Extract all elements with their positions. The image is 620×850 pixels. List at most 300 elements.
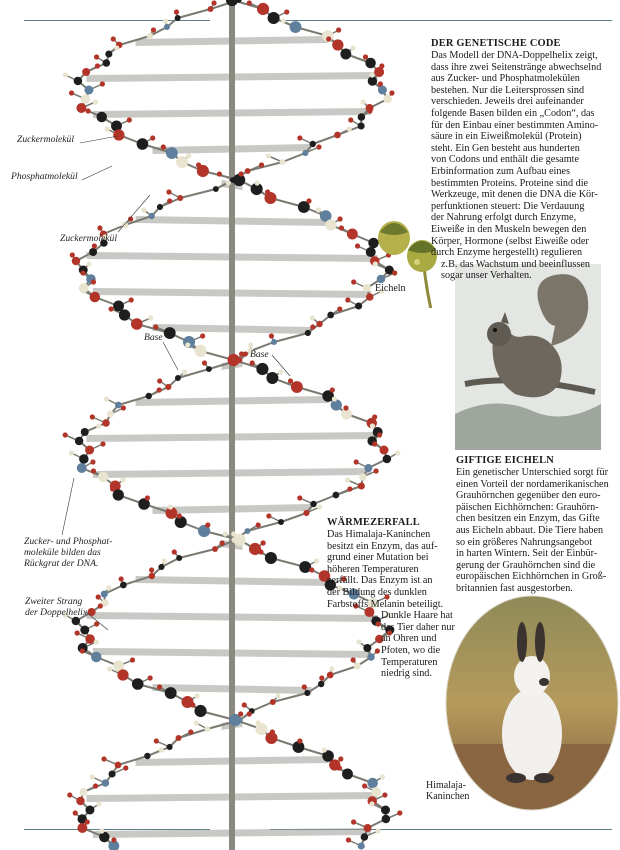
side-atom xyxy=(338,756,343,761)
backbone-bond xyxy=(282,153,305,162)
backbone-atom xyxy=(304,690,310,696)
backbone-atom xyxy=(361,833,369,841)
text-line: zerfällt. Das Enzym ist an xyxy=(327,575,433,587)
backbone-atom xyxy=(115,762,122,769)
side-atom xyxy=(219,540,224,545)
label-zweiter-strang: Zweiter Strang der Doppelhelix xyxy=(25,596,88,618)
text-line: bestehen. Nur die Leitersprossen sind xyxy=(431,84,585,96)
backbone-atom xyxy=(137,138,149,150)
kaninchen-caption: Himalaja- Kaninchen xyxy=(426,780,470,803)
side-atom xyxy=(369,801,374,806)
backbone-atom xyxy=(72,257,80,265)
label-base-2: Base xyxy=(250,349,269,360)
side-atom xyxy=(91,279,96,284)
side-atom xyxy=(188,729,193,734)
backbone-atom xyxy=(378,86,387,95)
backbone-atom xyxy=(167,744,173,750)
backbone-atom xyxy=(119,309,130,320)
backbone-atom xyxy=(149,573,155,579)
side-atom xyxy=(256,522,261,527)
side-atom xyxy=(261,540,266,545)
side-atom xyxy=(355,243,360,248)
text-line: bestimmten Proteins. Proteine sind die xyxy=(431,177,589,189)
side-atom xyxy=(196,162,201,167)
side-atom xyxy=(106,585,111,590)
backbone-atom xyxy=(85,634,95,644)
backbone-atom xyxy=(77,823,87,833)
backbone-atom xyxy=(72,617,80,625)
side-atom xyxy=(145,495,150,500)
eicheln-caption: Eicheln xyxy=(375,283,406,294)
side-atom xyxy=(95,63,100,68)
backbone-atom xyxy=(342,769,353,780)
backbone-atom xyxy=(157,204,163,210)
giftige-eicheln-body xyxy=(456,467,616,595)
backbone-bond xyxy=(180,189,216,198)
text-line: sogar unser Verhalten. xyxy=(441,270,532,282)
side-atom xyxy=(182,369,187,374)
text-line: dass ihre zwei Seitenstränge abwechselnd xyxy=(431,61,602,73)
backbone-bond xyxy=(314,495,336,504)
text-line: folgende Basen bilden ein „Codon“, das xyxy=(431,107,595,119)
backbone-atom xyxy=(166,147,178,159)
backbone-atom xyxy=(165,687,177,699)
side-atom xyxy=(316,207,321,212)
side-atom xyxy=(372,414,377,419)
backbone-atom xyxy=(132,678,144,690)
backbone-atom xyxy=(305,330,311,336)
giftige-eicheln-heading: GIFTIGE EICHELN xyxy=(456,455,554,466)
side-atom xyxy=(288,378,293,383)
side-atom xyxy=(63,432,68,437)
side-atom xyxy=(337,216,342,221)
side-atom xyxy=(310,315,315,320)
backbone-atom xyxy=(81,94,91,104)
side-atom xyxy=(337,765,342,770)
side-atom xyxy=(93,99,98,104)
backbone-atom xyxy=(303,510,309,516)
backbone-atom xyxy=(340,49,351,60)
backbone-atom xyxy=(120,582,127,589)
backbone-atom xyxy=(74,77,82,85)
backbone-atom xyxy=(278,519,284,525)
label-zuckermolekuel-1: Zuckermolekül xyxy=(17,134,75,145)
backbone-atom xyxy=(158,564,164,570)
backbone-atom xyxy=(177,195,183,201)
backbone-atom xyxy=(212,546,218,552)
side-atom xyxy=(85,819,90,824)
backbone-atom xyxy=(89,248,97,256)
side-atom xyxy=(302,684,307,689)
himalaja-kaninchen-photo xyxy=(444,594,620,812)
backbone-atom xyxy=(364,464,372,472)
side-atom xyxy=(269,333,274,338)
backbone-atom xyxy=(85,446,94,455)
side-atom xyxy=(98,603,103,608)
text-line: grund einer Mutation bei xyxy=(327,552,429,564)
backbone-atom xyxy=(359,473,367,481)
side-atom xyxy=(128,216,133,221)
backbone-atom xyxy=(97,112,107,122)
backbone-atom xyxy=(98,472,108,482)
text-line: gerung der Grauhörnchen sind die xyxy=(456,559,596,571)
side-atom xyxy=(159,747,164,752)
label-phosphatmolekuel: Phosphatmolekül xyxy=(11,171,78,182)
side-atom xyxy=(363,54,368,59)
text-line: von Codons und enthält die gesamte xyxy=(431,154,579,166)
side-atom xyxy=(247,711,252,716)
side-atom xyxy=(190,702,195,707)
backbone-atom xyxy=(382,815,390,823)
side-atom xyxy=(259,162,264,167)
text-line: Temperaturen xyxy=(381,656,438,668)
side-atom xyxy=(130,657,135,662)
backbone-atom xyxy=(245,528,251,534)
side-atom xyxy=(148,675,153,680)
side-atom xyxy=(86,108,91,113)
side-atom xyxy=(377,432,382,437)
side-atom xyxy=(167,198,172,203)
backbone-atom xyxy=(82,68,90,76)
side-atom xyxy=(161,558,166,563)
side-atom xyxy=(121,405,126,410)
side-atom xyxy=(97,225,102,230)
waermezerfall-heading: WÄRMEZERFALL xyxy=(327,517,420,528)
side-atom xyxy=(339,225,344,230)
backbone-atom xyxy=(195,345,207,357)
side-atom xyxy=(120,477,125,482)
side-atom xyxy=(104,396,109,401)
text-line: europäischen Eichhörnchen in Groß- xyxy=(456,571,607,583)
side-atom xyxy=(63,72,68,77)
text-line: höheren Temperaturen xyxy=(327,563,419,575)
text-line: Das Himalaja-Kaninchen xyxy=(327,529,431,540)
side-atom xyxy=(270,729,275,734)
backbone-atom xyxy=(91,652,101,662)
backbone-atom xyxy=(383,455,391,463)
side-atom xyxy=(266,513,271,518)
side-atom xyxy=(319,675,324,680)
side-atom xyxy=(217,171,222,176)
side-atom xyxy=(297,495,302,500)
side-atom xyxy=(129,297,134,302)
side-atom xyxy=(258,549,263,554)
label-rueckgrat: Zucker- und Phosphat- moleküle bilden das Rückgrat der DNA. xyxy=(24,536,113,569)
side-atom xyxy=(354,459,359,464)
side-atom xyxy=(150,135,155,140)
backbone-atom xyxy=(122,222,129,229)
side-atom xyxy=(67,792,72,797)
backbone-atom xyxy=(165,384,171,390)
side-atom xyxy=(266,153,271,158)
side-atom xyxy=(360,99,365,104)
side-atom xyxy=(322,747,327,752)
side-atom xyxy=(157,378,162,383)
backbone-atom xyxy=(80,788,88,796)
side-atom xyxy=(316,144,321,149)
text-line: an Ohren und xyxy=(381,633,437,645)
side-atom xyxy=(96,423,101,428)
side-atom xyxy=(87,261,92,266)
side-atom xyxy=(380,774,385,779)
text-line: steht. Ein Gen besteht aus hunderten xyxy=(431,142,580,154)
backbone-atom xyxy=(176,156,188,168)
backbone-atom xyxy=(115,402,122,409)
text-line: einen Vorteil der nordamerikanischen xyxy=(456,478,609,490)
text-line: britannien fast ausgestorben. xyxy=(456,582,573,594)
backbone-atom xyxy=(146,393,152,399)
side-atom xyxy=(163,18,168,23)
side-atom xyxy=(90,414,95,419)
backbone-atom xyxy=(371,787,381,797)
backbone-atom xyxy=(208,6,214,12)
side-atom xyxy=(351,819,356,824)
backbone-atom xyxy=(367,778,377,788)
backbone-atom xyxy=(144,753,150,759)
text-line: das Tier daher nur xyxy=(381,621,455,633)
backbone-atom xyxy=(131,318,143,330)
side-atom xyxy=(247,0,252,5)
text-line: besitzt ein Enzym, das auf- xyxy=(327,540,438,552)
backbone-atom xyxy=(102,419,110,427)
backbone-atom xyxy=(113,489,124,500)
side-atom xyxy=(372,441,377,446)
backbone-atom xyxy=(80,626,89,635)
backbone-atom xyxy=(355,302,362,309)
backbone-atom xyxy=(204,726,210,732)
backbone-atom xyxy=(76,103,86,113)
side-atom xyxy=(91,468,96,473)
side-atom xyxy=(96,594,101,599)
side-atom xyxy=(281,18,286,23)
backbone-atom xyxy=(368,76,378,86)
backbone-atom xyxy=(245,168,251,174)
side-atom xyxy=(343,405,348,410)
backbone-atom xyxy=(364,824,372,832)
side-atom xyxy=(330,387,335,392)
side-atom xyxy=(166,189,171,194)
backbone-atom xyxy=(164,24,170,30)
side-atom xyxy=(255,180,260,185)
backbone-bond xyxy=(331,306,359,315)
text-line: aus Eicheln abbaut. Die Tiere haben xyxy=(456,524,604,536)
text-line: niedrig sind. xyxy=(381,668,432,680)
side-atom xyxy=(369,72,374,77)
backbone-atom xyxy=(85,806,94,815)
backbone-atom xyxy=(194,705,206,717)
side-atom xyxy=(185,342,190,347)
side-atom xyxy=(177,513,182,518)
side-atom xyxy=(389,90,394,95)
backbone-atom xyxy=(77,463,87,473)
side-atom xyxy=(382,792,387,797)
side-atom xyxy=(223,531,228,536)
backbone-atom xyxy=(331,399,342,410)
side-atom xyxy=(345,477,350,482)
backbone-atom xyxy=(75,437,83,445)
side-atom xyxy=(310,324,315,329)
side-atom xyxy=(309,567,314,572)
text-line: in harten Wintern. Seit der Einbür- xyxy=(456,548,598,560)
backbone-atom xyxy=(107,410,114,417)
side-atom xyxy=(314,558,319,563)
backbone-atom xyxy=(176,735,182,741)
text-line: säure in ein Eiweißmolekül (Protein) xyxy=(431,131,582,143)
backbone-atom xyxy=(108,770,115,777)
side-atom xyxy=(375,828,380,833)
side-atom xyxy=(127,117,132,122)
side-atom xyxy=(80,648,85,653)
genetischer-code-body xyxy=(431,50,619,282)
text-line: Erbinformation zum Aufbau eines xyxy=(431,165,570,177)
side-atom xyxy=(256,720,261,725)
backbone-atom xyxy=(302,150,308,156)
side-atom xyxy=(100,81,105,86)
side-atom xyxy=(194,693,199,698)
backbone-atom xyxy=(365,58,375,68)
backbone-atom xyxy=(325,219,336,230)
side-atom xyxy=(238,711,243,716)
side-atom xyxy=(337,306,342,311)
squirrel-image xyxy=(455,264,601,450)
text-line: der Nahrung erfolgt durch Enzyme, xyxy=(431,212,577,224)
text-line: Werkzeuge, mit denen die DNA die Kör- xyxy=(431,189,598,201)
backbone-atom xyxy=(310,141,316,147)
backbone-atom xyxy=(291,381,303,393)
side-atom xyxy=(238,171,243,176)
backbone-atom xyxy=(101,590,108,597)
side-atom xyxy=(250,360,255,365)
backbone-atom xyxy=(358,842,365,849)
side-atom xyxy=(345,297,350,302)
backbone-atom xyxy=(363,284,371,292)
backbone-atom xyxy=(271,339,277,345)
side-atom xyxy=(378,81,383,86)
backbone-atom xyxy=(237,717,243,723)
side-atom xyxy=(336,27,341,32)
side-atom xyxy=(149,567,154,572)
text-line: Farbstoffs Melanin beteiligt. xyxy=(327,598,444,610)
side-atom xyxy=(161,144,166,149)
text-line: Körper, Hormone (selbst Eiweiße oder xyxy=(431,235,589,247)
backbone-atom xyxy=(316,321,322,327)
side-atom xyxy=(101,756,106,761)
side-atom xyxy=(350,45,355,50)
side-atom xyxy=(99,828,104,833)
backbone-atom xyxy=(327,312,334,319)
side-atom xyxy=(346,837,351,842)
backbone-bond xyxy=(274,333,308,342)
side-atom xyxy=(90,774,95,779)
side-atom xyxy=(202,360,207,365)
backbone-bond xyxy=(248,162,283,171)
backbone-atom xyxy=(117,669,128,680)
backbone-atom xyxy=(257,3,269,15)
backbone-atom xyxy=(379,446,388,455)
side-atom xyxy=(90,459,95,464)
side-atom xyxy=(157,684,162,689)
backbone-atom xyxy=(113,129,124,140)
backbone-atom xyxy=(265,552,277,564)
text-line: aus Zucker- und Phosphatmolekülen xyxy=(431,73,580,85)
text-line: z.B. das Wachstum und beeinflussen xyxy=(441,258,590,270)
side-atom xyxy=(70,252,75,257)
side-atom xyxy=(362,783,367,788)
text-line: durch Enzyme hergestellt) regulieren xyxy=(431,247,583,259)
side-atom xyxy=(395,450,400,455)
side-atom xyxy=(154,738,159,743)
side-atom xyxy=(397,810,402,815)
backbone-atom xyxy=(318,681,324,687)
side-atom xyxy=(73,810,78,815)
waermezerfall-body xyxy=(327,529,457,680)
side-atom xyxy=(306,198,311,203)
side-atom xyxy=(297,738,302,743)
backbone-bond xyxy=(179,549,215,558)
backbone-atom xyxy=(268,12,280,24)
side-atom xyxy=(284,9,289,14)
side-atom xyxy=(347,126,352,131)
backbone-atom xyxy=(334,132,341,139)
backbone-atom xyxy=(147,33,153,39)
side-atom xyxy=(105,126,110,131)
backbone-atom xyxy=(105,50,112,57)
label-base-1: Base xyxy=(144,332,163,343)
side-atom xyxy=(211,0,216,5)
backbone-atom xyxy=(88,608,96,616)
side-atom xyxy=(231,531,236,536)
side-atom xyxy=(379,63,384,68)
side-atom xyxy=(205,522,210,527)
side-atom xyxy=(174,9,179,14)
text-line: verschieden. Jeweils drei aufeinander xyxy=(431,96,584,108)
backbone-atom xyxy=(99,832,109,842)
backbone-bond xyxy=(247,522,281,531)
backbone-bond xyxy=(178,9,211,18)
backbone-atom xyxy=(299,561,311,573)
side-atom xyxy=(100,441,105,446)
side-atom xyxy=(81,288,86,293)
text-line: perfunktionen steuert: Die Verdauung xyxy=(431,200,585,212)
backbone-atom xyxy=(310,501,316,507)
side-atom xyxy=(108,306,113,311)
side-atom xyxy=(200,333,205,338)
side-atom xyxy=(172,549,177,554)
backbone-atom xyxy=(347,229,358,240)
label-zuckermolekuel-2: Zuckermolekül xyxy=(60,233,118,244)
side-atom xyxy=(151,27,156,32)
text-line: Dunkle Haare hat xyxy=(381,610,453,622)
backbone-atom xyxy=(256,363,268,375)
genetischer-code-heading: DER GENETISCHE CODE xyxy=(431,38,561,49)
text-line: Ein genetischer Unterschied sorgt für xyxy=(456,467,609,478)
backbone-atom xyxy=(213,186,219,192)
side-atom xyxy=(148,315,153,320)
side-atom xyxy=(111,837,116,842)
side-atom xyxy=(186,153,191,158)
side-atom xyxy=(69,450,74,455)
backbone-atom xyxy=(358,122,365,129)
backbone-atom xyxy=(332,39,343,50)
backbone-atom xyxy=(84,86,93,95)
side-atom xyxy=(153,324,158,329)
side-atom xyxy=(94,621,99,626)
backbone-atom xyxy=(79,454,89,464)
side-atom xyxy=(239,351,244,356)
backbone-atom xyxy=(333,492,340,499)
text-line: so ein größeres Nahrungsangebot xyxy=(456,536,593,548)
backbone-atom xyxy=(176,555,182,561)
